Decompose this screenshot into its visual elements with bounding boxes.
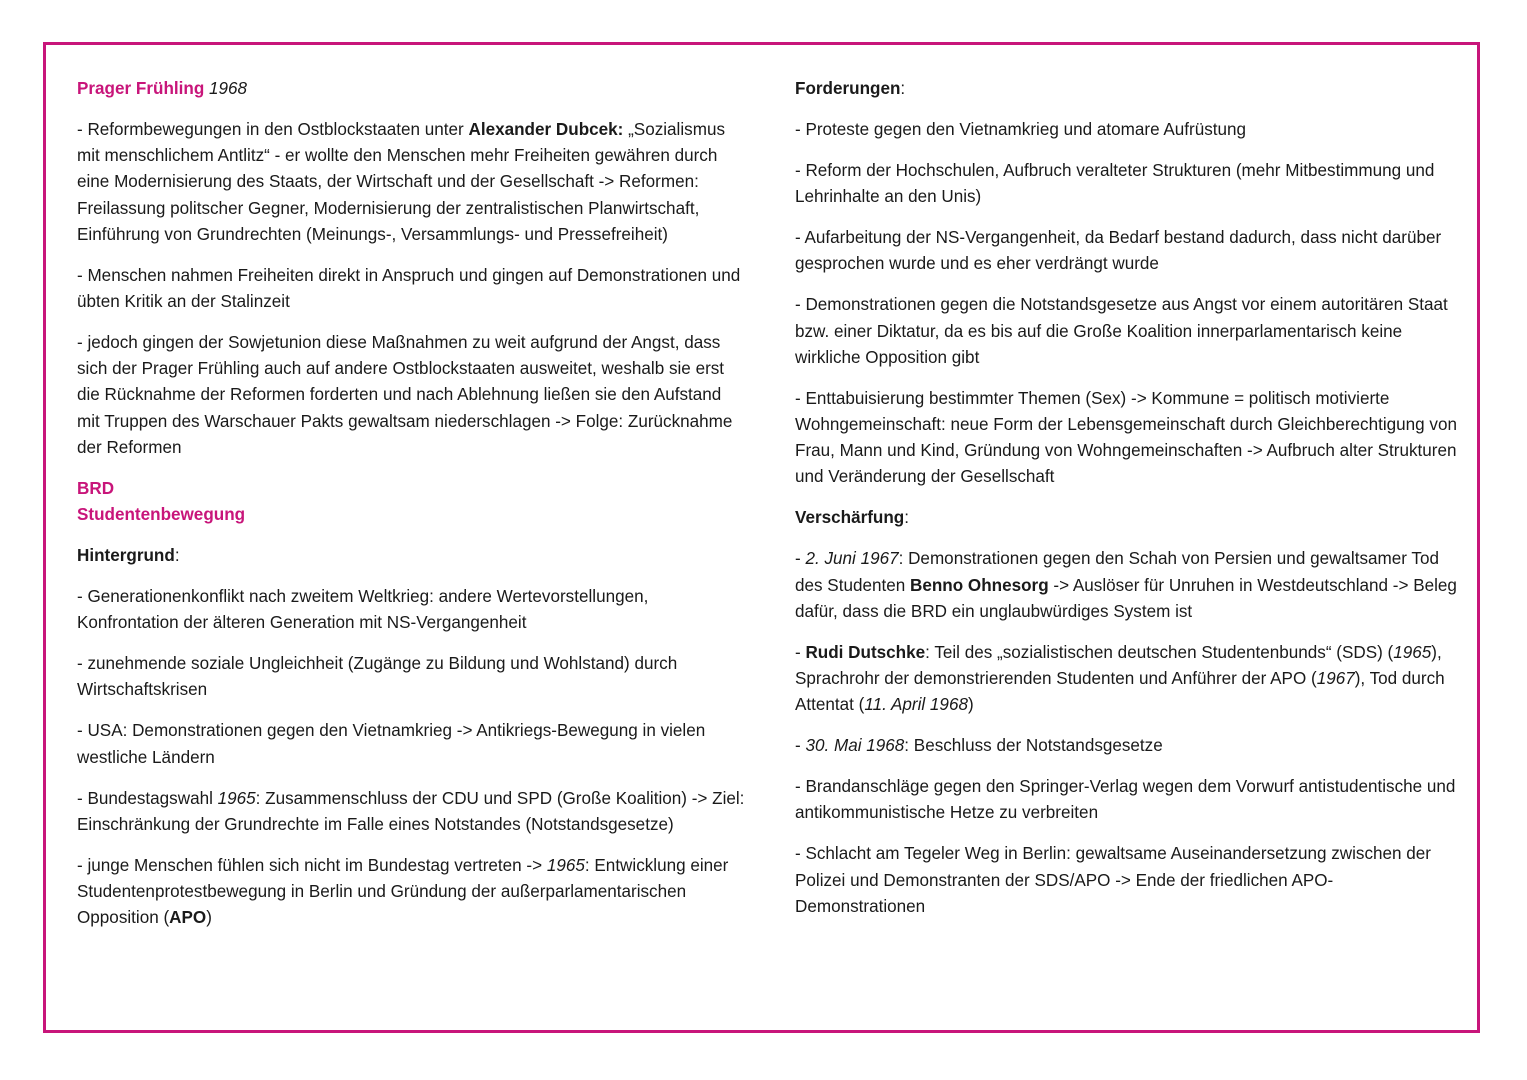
verschaerfung-heading <box>795 505 1463 531</box>
v2-text-a: : Teil des „sozialistischen deutschen Studentenbunds“ (SDS) ( <box>925 642 1394 662</box>
v3-text-a: : Beschluss der Notstandsgesetze <box>904 736 1163 756</box>
h4-text-c: : Zusammenschluss der CDU und SPD (Große Koalition) -> Ziel: Einschränkung der Grundrechte im Falle eines Notstandes (Notstandsgesetze) <box>77 788 745 834</box>
verschaerfung-item-4: - Brandanschläge gegen den Springer-Verlag wegen dem Vorwurf antistudentische und antikommunistische Hetze zu verbreiten <box>795 777 1456 823</box>
prager-title: Prager Frühling <box>77 79 205 98</box>
verschaerfung-item-3 <box>795 733 1463 759</box>
forderungen-colon: : <box>900 79 906 98</box>
hintergrund-label: Hintergrund <box>77 546 175 566</box>
studenten-heading <box>77 502 747 528</box>
prager-heading <box>77 76 747 102</box>
dubcek-name: Alexander Dubcek: <box>468 120 624 139</box>
brd-label: BRD <box>77 478 115 498</box>
forderung-item-1: - Proteste gegen den Vietnamkrieg und atomare Aufrüstung <box>795 120 1247 139</box>
prager-paragraph-3: - jedoch gingen der Sowjetunion diese Maßnahmen zu weit aufgrund der Angst, dass sich der Prager Frühling auch auf andere Ostblockstaaten ausweitet, weshalb sie erst die Rücknahme der Reformen forderten und nach Ablehnung ließen sie den Aufstand mit Truppen des Warschauer Pakts gewaltsam niederschlagen -> Folge: Zurücknahme der Reformen <box>77 333 733 457</box>
hintergrund-item-4 <box>77 786 747 838</box>
forderungen-label: Forderungen <box>795 79 901 98</box>
hintergrund-item-1: - Generationenkonflikt nach zweitem Weltkrieg: andere Wertevorstellungen, Konfrontation der älteren Generation mit NS-Vergangenheit <box>77 587 649 633</box>
verschaerfung-item-5: - Schlacht am Tegeler Weg in Berlin: gewaltsame Auseinandersetzung zwischen der Polizei und Demonstranten der SDS/APO -> Ende der friedlichen APO-Demonstrationen <box>795 844 1431 916</box>
forderungen-heading <box>795 76 1463 102</box>
v1-text-a: : Demonstrationen gegen den Schah von Persien und gewaltsamer Tod des Studenten <box>795 549 1439 595</box>
hintergrund-colon: : <box>174 546 180 566</box>
prager-paragraph-1 <box>77 117 747 248</box>
verschaerfung-item-2 <box>795 640 1463 719</box>
hintergrund-item-5 <box>77 853 747 932</box>
h5-text-c: : Entwicklung einer Studentenprotestbewegung in Berlin und Gründung der außerparlamentarischen Opposition ( <box>77 855 729 928</box>
v3-dash: - <box>795 736 806 756</box>
verschaerfung-colon: : <box>904 508 909 528</box>
prager-year: 1968 <box>209 79 248 98</box>
h5-text-d: ) <box>206 908 212 928</box>
forderung-item-3: - Aufarbeitung der NS-Vergangenheit, da Bedarf bestand dadurch, dass nicht darüber gesprochen wurde und es eher verdrängt wurde <box>795 228 1442 274</box>
ohnesorg-name: Benno Ohnesorg <box>910 575 1049 595</box>
dutschke-name: Rudi Dutschke <box>805 642 926 662</box>
apo-abbrev: APO <box>169 908 207 928</box>
v2-date-3: 11. April 1968 <box>864 695 968 715</box>
h5-text-a: - junge Menschen fühlen sich nicht im Bundestag vertreten -> <box>77 855 547 875</box>
verschaerfung-label: Verschärfung <box>795 508 905 528</box>
v3-date: 30. Mai 1968 <box>805 736 905 756</box>
forderung-item-4: - Demonstrationen gegen die Notstandsgesetze aus Angst vor einem autoritären Staat bzw. einer Diktatur, da es bis auf die Große Koalition innerparlamentarisch keine wirkliche Opposition gibt <box>795 295 1448 367</box>
right-column <box>795 76 1463 935</box>
forderung-item-2: - Reform der Hochschulen, Aufbruch veralteter Strukturen (mehr Mitbestimmung und Lehrinhalte an den Unis) <box>795 161 1435 207</box>
hintergrund-item-2: - zunehmende soziale Ungleichheit (Zugänge zu Bildung und Wohlstand) durch Wirtschaftskrisen <box>77 654 678 700</box>
left-column <box>77 76 747 946</box>
v2-text-d: ) <box>967 695 974 715</box>
prager-paragraph-2: - Menschen nahmen Freiheiten direkt in Anspruch und gingen auf Demonstrationen und übten Kritik an der Stalinzeit <box>77 265 741 312</box>
prager-p1-text-c: „Sozialismus mit menschlichem Antlitz“ - er wollte den Menschen mehr Freiheiten gewähren durch eine Modernisierung des Staats, der Wirtschaft und der Gesellschaft -> Reformen: Freilassung politscher Gegner, Modernisierung der zentralistischen Planwirtschaft, Einführung von Grundrechten (Meinungs-, Versammlungs- und Pressefreiheit) <box>77 120 725 244</box>
brd-heading <box>77 476 747 502</box>
v1-dash: - <box>795 549 806 569</box>
forderung-item-5: - Enttabuisierung bestimmter Themen (Sex) -> Kommune = politisch motivierte Wohngemeinschaft: neue Form der Lebensgemeinschaft durch Gleichberechtigung von Frau, Mann und Kind, Gründung von Wohngemeinschaften -> Aufbruch alter Strukturen und Veränderung der Gesellschaft <box>795 388 1457 487</box>
v2-text-b: ), Sprachrohr der demonstrierenden Studenten und Anführer der APO ( <box>795 642 1442 689</box>
verschaerfung-item-1 <box>795 546 1463 625</box>
studenten-label: Studentenbewegung <box>77 505 246 525</box>
v1-date: 2. Juni 1967 <box>805 549 899 569</box>
v2-dash: - <box>795 642 806 662</box>
v2-text-c: ), Tod durch Attentat ( <box>795 669 1445 715</box>
v1-text-b: -> Auslöser für Unruhen in Westdeutschland -> Beleg dafür, dass die BRD ein unglaubwürdiges System ist <box>795 575 1457 621</box>
hintergrund-item-3: - USA: Demonstrationen gegen den Vietnamkrieg -> Antikriegs-Bewegung in vielen westliche Ländern <box>77 721 706 767</box>
h4-year: 1965 <box>217 788 256 808</box>
h4-text-a: - Bundestagswahl <box>77 788 218 808</box>
hintergrund-heading <box>77 543 747 569</box>
v2-year-2: 1967 <box>1316 669 1355 689</box>
v2-year-1: 1965 <box>1393 642 1432 662</box>
prager-p1-text-a: - Reformbewegungen in den Ostblockstaaten unter <box>77 120 469 139</box>
h5-year: 1965 <box>546 855 585 875</box>
